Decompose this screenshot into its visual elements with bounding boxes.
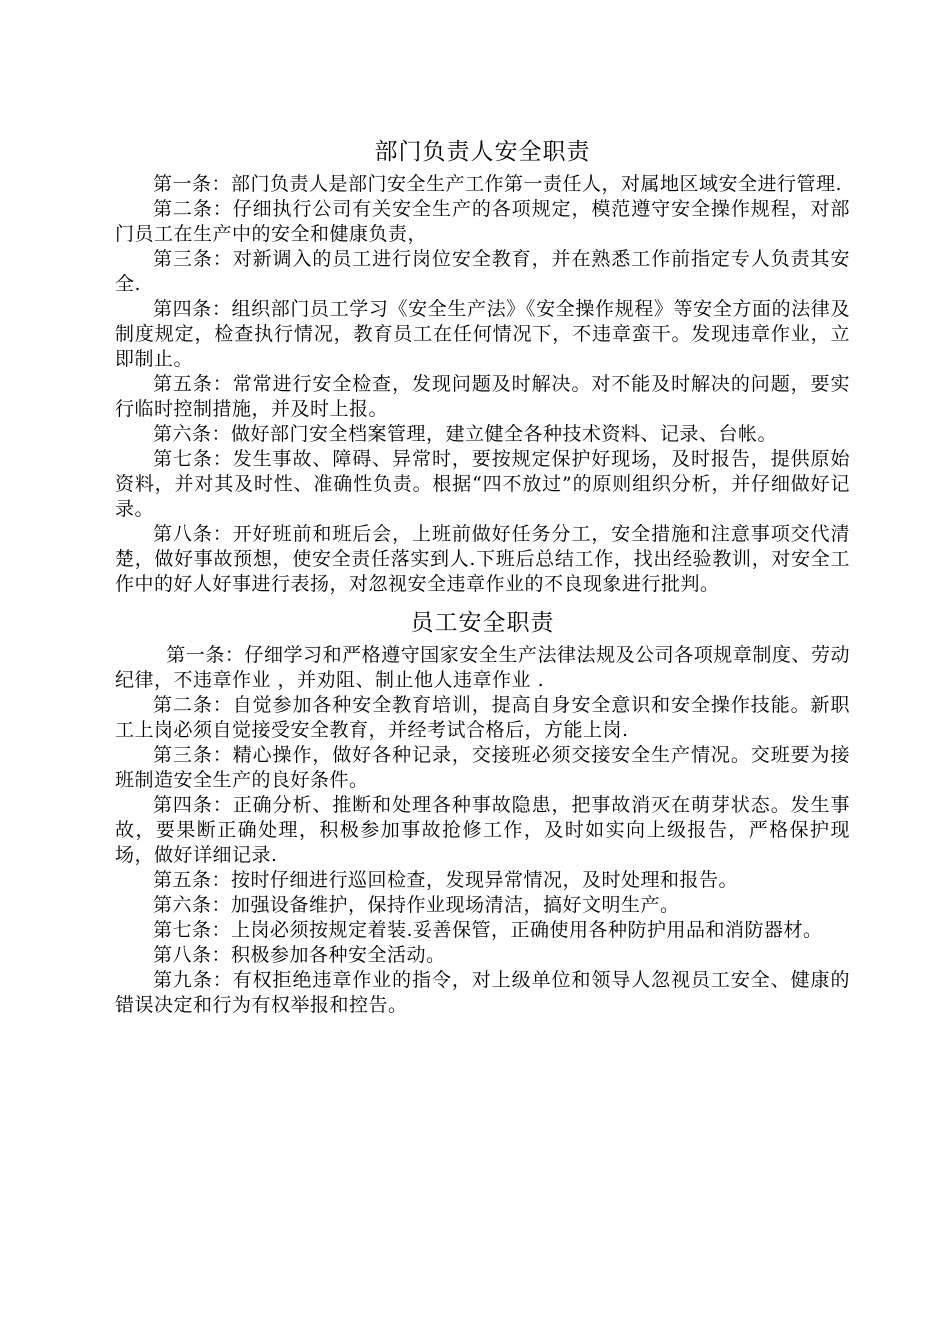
paragraph: 第七条：上岗必须按规定着装.妥善保管，正确使用各种防护用品和消防器材。 bbox=[153, 919, 823, 941]
paragraph: 第五条：按时仔细进行巡回检查，发现异常情况，及时处理和报告。 bbox=[153, 869, 739, 891]
paragraph: 第三条：对新调入的员工进行岗位安全教育，并在熟悉工作前指定专人负责其安全. bbox=[115, 248, 850, 295]
section-title-employee: 员工安全职责 bbox=[410, 610, 555, 636]
paragraph: 第四条：组织部门员工学习《安全生产法》《安全操作规程》等安全方面的法律及制度规定，检查执行情况，教育员工在任何情况下，不违章蛮干。发现违章作业，立即制止。 bbox=[115, 298, 850, 370]
paragraph: 第八条：开好班前和班后会，上班前做好任务分工，安全措施和注意事项交代清楚，做好事故预想，使安全责任落实到人.下班后总结工作，找出经验教训，对安全工作中的好人好事进行表扬，对忽视安全违章作业的不良现象进行批判。 bbox=[115, 523, 850, 595]
section-body-employee bbox=[115, 643, 850, 1018]
paragraph: 第二条：自觉参加各种安全教育培训，提高自身安全意识和安全操作技能。新职工上岗必须自觉接受安全教育，并经考试合格后，方能上岗. bbox=[115, 694, 850, 741]
paragraph: 第九条：有权拒绝违章作业的指令，对上级单位和领导人忽视员工安全、健康的错误决定和行为有权举报和控告。 bbox=[115, 969, 850, 1016]
paragraph: 第五条：常常进行安全检查，发现问题及时解决。对不能及时解决的问题，要实行临时控制措施，并及时上报。 bbox=[115, 373, 850, 420]
document-page bbox=[115, 132, 850, 1018]
paragraph: 第四条：正确分析、推断和处理各种事故隐患，把事故消灭在萌芽状态。发生事故，要果断正确处理，积极参加事故抢修工作，及时如实向上级报告，严格保护现场，做好详细记录. bbox=[115, 794, 850, 866]
paragraph: 第二条：仔细执行公司有关安全生产的各项规定，模范遵守安全操作规程，对部门员工在生产中的安全和健康负责， bbox=[115, 198, 850, 245]
paragraph: 第一条：部门负责人是部门安全生产工作第一责任人，对属地区域安全进行管理. bbox=[153, 173, 843, 195]
paragraph: 第三条：精心操作，做好各种记录，交接班必须交接安全生产情况。交班要为接班制造安全生产的良好条件。 bbox=[115, 744, 850, 791]
paragraph: 第八条：积极参加各种安全活动。 bbox=[153, 944, 446, 966]
section-body-department bbox=[115, 172, 850, 597]
paragraph: 第六条：加强设备维护，保持作业现场清洁，搞好文明生产。 bbox=[153, 894, 680, 916]
section-title-department: 部门负责人安全职责 bbox=[374, 139, 591, 165]
paragraph: 第一条：仔细学习和严格遵守国家安全生产法律法规及公司各项规章制度、劳动纪律，不违章作业 ，并劝阻、制止他人违章作业 . bbox=[115, 644, 850, 691]
paragraph: 第六条：做好部门安全档案管理，建立健全各种技术资料、记录、台帐。 bbox=[153, 423, 778, 445]
paragraph: 第七条：发生事故、障碍、异常时，要按规定保护好现场，及时报告，提供原始资料，并对其及时性、准确性负责。根据“四不放过”的原则组织分析，并仔细做好记录。 bbox=[115, 448, 850, 520]
